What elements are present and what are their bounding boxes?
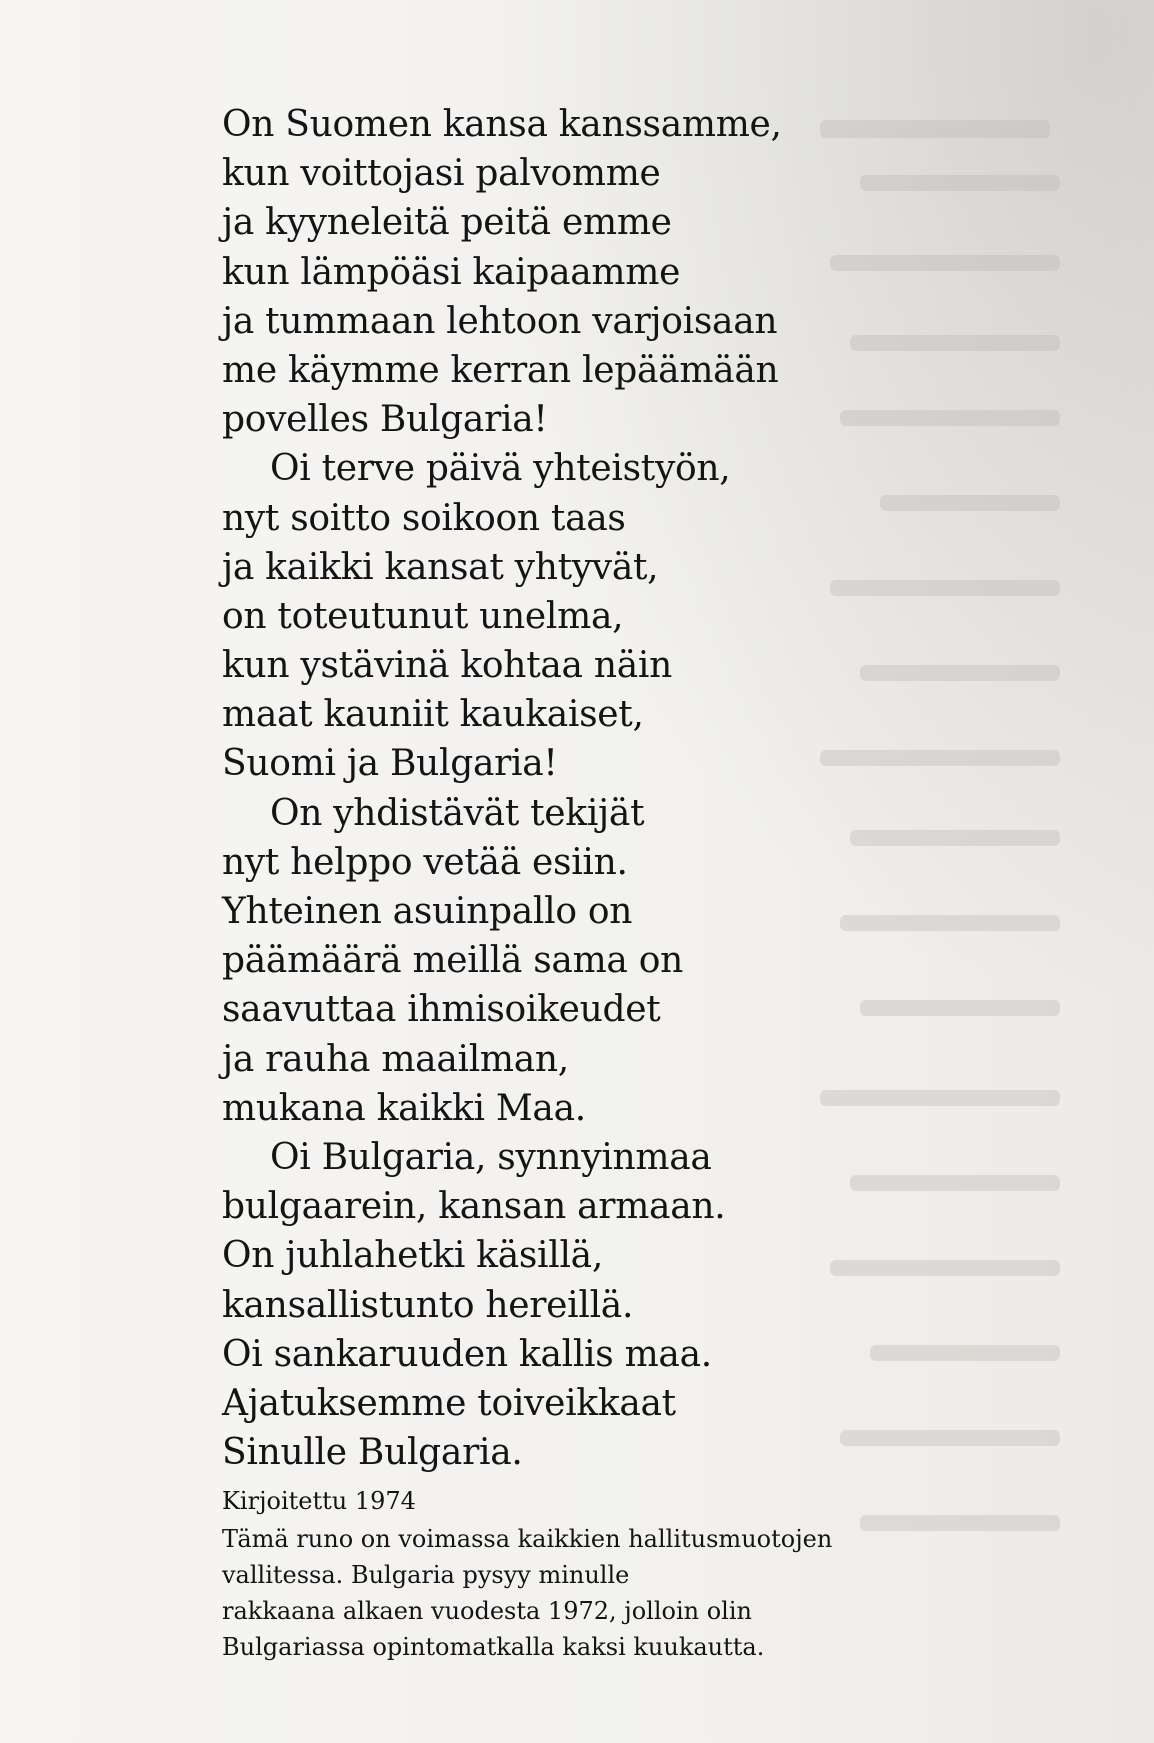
- poem-line: me käymme kerran lepäämään: [222, 349, 779, 391]
- poem-line: Oi terve päivä yhteistyön,: [270, 448, 731, 490]
- poem-line: ja kaikki kansat yhtyvät,: [222, 546, 659, 588]
- poem-line: maat kauniit kaukaiset,: [222, 694, 644, 736]
- poem-line: Ajatuksemme toiveikkaat: [222, 1382, 676, 1424]
- author-note-line: Tämä runo on voimassa kaikkien hallitusmuotojen: [222, 1525, 833, 1554]
- poem-line: povelles Bulgaria!: [222, 399, 548, 441]
- author-note-line: vallitessa. Bulgaria pysyy minulle: [222, 1561, 630, 1590]
- poem-line: bulgaarein, kansan armaan.: [222, 1186, 726, 1228]
- poem-line: kansallistunto hereillä.: [222, 1284, 634, 1326]
- author-note-line: rakkaana alkaen vuodesta 1972, jolloin olin: [222, 1597, 752, 1626]
- poem-line: Sinulle Bulgaria.: [222, 1432, 523, 1474]
- poem-line: Oi Bulgaria, synnyinmaa: [270, 1136, 712, 1178]
- poem-line: kun voittojasi palvomme: [222, 153, 661, 195]
- poem-line: kun ystävinä kohtaa näin: [222, 645, 672, 687]
- poem-line: nyt helppo vetää esiin.: [222, 841, 628, 883]
- poem-line: ja rauha maailman,: [222, 1038, 569, 1080]
- poem-line: ja kyyneleitä peitä emme: [222, 202, 672, 244]
- poem-line: On juhlahetki käsillä,: [222, 1235, 603, 1277]
- written-year-note: Kirjoitettu 1974: [222, 1487, 416, 1516]
- poem-line: Yhteinen asuinpallo on: [222, 891, 633, 932]
- poem-line: On Suomen kansa kanssamme,: [222, 104, 782, 145]
- poem-line: päämäärä meillä sama on: [222, 940, 683, 982]
- poem-line: mukana kaikki Maa.: [222, 1087, 586, 1129]
- poem-line: nyt soitto soikoon taas: [222, 497, 626, 539]
- author-note-line: Bulgariassa opintomatkalla kaksi kuukautta.: [222, 1633, 765, 1662]
- poem-line: Oi sankaruuden kallis maa.: [222, 1333, 712, 1375]
- poem-line: saavuttaa ihmisoikeudet: [222, 989, 661, 1031]
- poem-line: kun lämpöäsi kaipaamme: [222, 251, 681, 293]
- poem-line: On yhdistävät tekijät: [270, 792, 645, 834]
- poem-line: on toteutunut unelma,: [222, 595, 624, 637]
- poem-line: ja tummaan lehtoon varjoisaan: [222, 300, 778, 342]
- poem-line: Suomi ja Bulgaria!: [222, 743, 558, 785]
- poem: [222, 100, 982, 1665]
